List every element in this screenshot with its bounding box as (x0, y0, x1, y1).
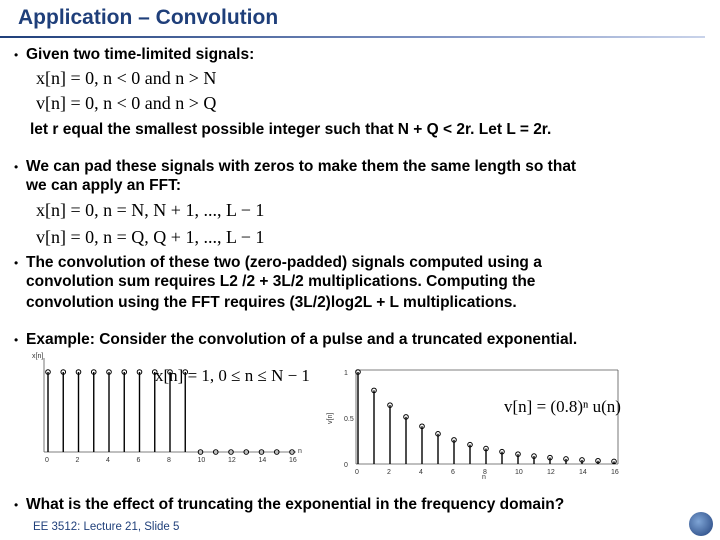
pulse-xtick-10: 10 (197, 457, 206, 464)
exp-xtick-10: 10 (515, 469, 523, 476)
exponential-equation: v[n] = (0.8)ⁿ u(n) (504, 397, 621, 416)
exp-xtick-14: 14 (579, 469, 587, 476)
equation-1: x[n] = 0, n < 0 and n > N (36, 68, 217, 88)
pulse-xtick-4: 4 (106, 457, 110, 464)
university-logo-icon (689, 512, 713, 536)
pulse-xtick-12: 12 (228, 457, 236, 464)
exp-xtick-4: 4 (419, 469, 423, 476)
pulse-xlabel: n (298, 448, 302, 455)
title-rule (0, 36, 705, 38)
bullet-dot: • (14, 160, 19, 174)
bullet-dot: • (14, 498, 19, 512)
equation-3: x[n] = 0, n = N, N + 1, ..., L − 1 (36, 200, 265, 220)
exp-ytick-1: 1 (344, 370, 348, 377)
bullet-3-line-1: The convolution of these two (zero-padded) signals computed using a (26, 254, 542, 271)
slide-footer: EE 3512: Lecture 21, Slide 5 (33, 521, 180, 533)
bullet-2 (14, 157, 576, 177)
pulse-xtick-16: 16 (289, 457, 297, 464)
exp-ytick-0: 0 (344, 462, 348, 469)
pulse-equation: x[n] = 1, 0 ≤ n ≤ N − 1 (155, 366, 310, 385)
bullet-3-line-2: convolution sum requires L2 /2 + 3L/2 multiplications. Computing the (26, 273, 536, 290)
bullet-5-text: What is the effect of truncating the exponential in the frequency domain? (26, 496, 565, 513)
bullet-2-line-2: we can apply an FFT: (26, 177, 182, 194)
exp-xtick-6: 6 (451, 469, 455, 476)
exp-xtick-0: 0 (355, 469, 359, 476)
bullet-dot: • (14, 256, 19, 270)
equation-4: v[n] = 0, n = Q, Q + 1, ..., L − 1 (36, 227, 265, 247)
pulse-xtick-6: 6 (136, 457, 141, 464)
pulse-xtick-8: 8 (167, 457, 171, 464)
bullet-4 (14, 330, 577, 350)
bullet-1 (14, 45, 254, 65)
exp-xtick-8: 8 (483, 469, 487, 476)
bullet-4-text: Example: Consider the convolution of a pulse and a truncated exponential. (26, 331, 578, 348)
bullet-dot: • (14, 333, 19, 347)
bullet-1-text: Given two time-limited signals: (26, 46, 255, 63)
bullet-2-line-1: We can pad these signals with zeros to make them the same length so that (26, 158, 577, 175)
exp-xtick-2: 2 (387, 469, 391, 476)
exp-xtick-12: 12 (547, 469, 555, 476)
bullet-dot: • (14, 48, 19, 62)
exp-ytick-0.5: 0.5 (344, 416, 354, 423)
exp-ylabel: v[n] (327, 412, 334, 424)
exp-xtick-16: 16 (611, 469, 619, 476)
bullet-3 (14, 253, 542, 273)
pulse-xtick-0: 0 (45, 457, 49, 464)
bullet-5 (14, 495, 564, 515)
bullet-3-line-3: convolution using the FFT requires (3L/2)log2L + L multiplications. (26, 294, 517, 311)
bullet-1-followup: let r equal the smallest possible integer such that N + Q < 2r. Let L = 2r. (30, 121, 552, 138)
exp-xlabel: n (482, 474, 486, 480)
pulse-xtick-2: 2 (75, 457, 80, 464)
exponential-stem-plot (322, 362, 622, 480)
pulse-ylabel: x[n] (32, 353, 44, 360)
pulse-xtick-14: 14 (258, 457, 267, 464)
equation-2: v[n] = 0, n < 0 and n > Q (36, 93, 217, 113)
slide-title: Application – Convolution (18, 6, 279, 29)
